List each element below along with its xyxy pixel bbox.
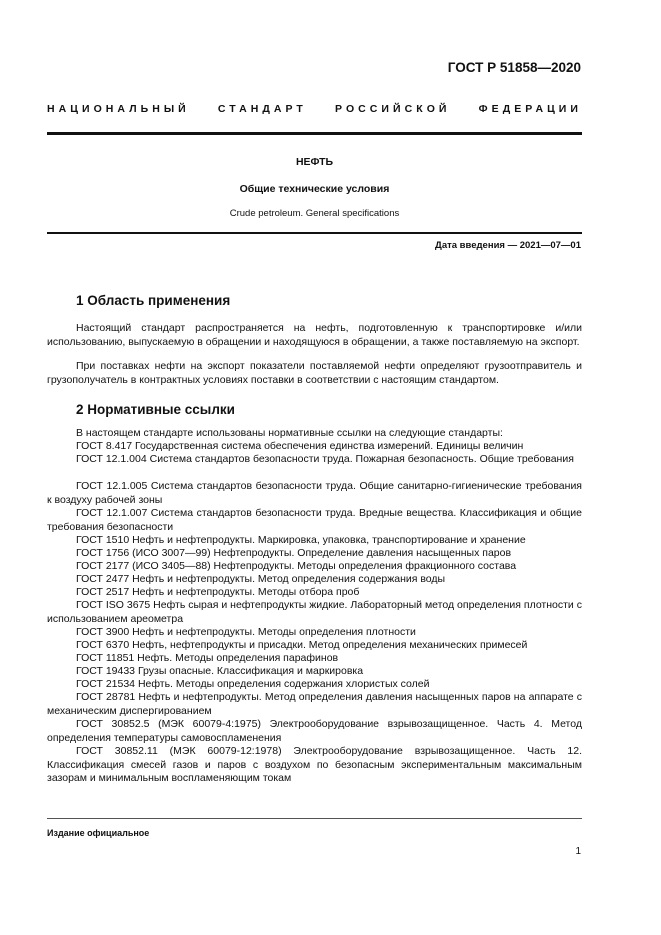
reference-item: ГОСТ 30852.11 (МЭК 60079-12:1978) Электрооборудование взрывозащищенное. Часть 12. Классификация смесей газов и паров с воздухом по безопасным экспериментальным максимальным зазорам и минимальным воспламеняющим токам <box>47 745 582 784</box>
reference-item: ГОСТ 1756 (ИСО 3007—99) Нефтепродукты. Определение давления насыщенных паров <box>76 547 512 559</box>
reference-item: ГОСТ 2177 (ИСО 3405—88) Нефтепродукты. Методы определения фракционного состава <box>76 560 517 572</box>
title-rule <box>47 232 582 234</box>
standard-english-title: Crude petroleum. General specifications <box>229 208 400 219</box>
national-standard-title: НАЦИОНАЛЬНЫЙ СТАНДАРТ РОССИЙСКОЙ ФЕДЕРАЦИИ <box>47 103 582 115</box>
reference-item: ГОСТ 30852.5 (МЭК 60079-4:1975) Электрооборудование взрывозащищенное. Часть 4. Метод определения температуры самовоспламенения <box>47 718 582 744</box>
reference-item: ГОСТ 12.1.005 Система стандартов безопасности труда. Общие санитарно-гигиенические требования к воздуху рабочей зоны <box>47 480 582 506</box>
reference-item: ГОСТ 1510 Нефть и нефтепродукты. Маркировка, упаковка, транспортирование и хранение <box>76 534 526 546</box>
reference-item: ГОСТ 3900 Нефть и нефтепродукты. Методы определения плотности <box>76 626 416 638</box>
reference-item: ГОСТ 19433 Грузы опасные. Классификация и маркировка <box>76 665 364 677</box>
standard-subtitle: Общие технические условия <box>239 183 390 195</box>
standard-name: НЕФТЬ <box>295 156 334 168</box>
footer-rule <box>47 818 582 819</box>
section-1-paragraph: Настоящий стандарт распространяется на нефть, подготовленную к транспортировке и/или использованию, выпускаемую в обращении и находящуюся в обращении, а также поставляемую на экспорт. <box>47 322 582 348</box>
reference-item: ГОСТ 2517 Нефть и нефтепродукты. Методы отбора проб <box>76 586 360 598</box>
reference-item: ГОСТ 11851 Нефть. Методы определения парафинов <box>76 652 339 664</box>
official-edition-label: Издание официальное <box>47 828 150 838</box>
section-2-intro: В настоящем стандарте использованы нормативные ссылки на следующие стандарты: <box>76 427 503 439</box>
section-1-paragraph: При поставках нефти на экспорт показатели поставляемой нефти определяют грузоотправитель и грузополучатель в контрактных условиях поставки в соответствии с настоящим стандартом. <box>47 360 582 386</box>
top-rule <box>47 132 582 135</box>
reference-item: ГОСТ 12.1.004 Система стандартов безопасности труда. Пожарная безопасность. Общие требования <box>76 453 574 465</box>
reference-item: ГОСТ 8.417 Государственная система обеспечения единства измерений. Единицы величин <box>76 440 524 452</box>
reference-item: ГОСТ 21534 Нефть. Методы определения содержания хлористых солей <box>76 678 430 690</box>
section-1-title: 1 Область применения <box>76 293 231 308</box>
page-number: 1 <box>575 846 581 857</box>
reference-item: ГОСТ 12.1.007 Система стандартов безопасности труда. Вредные вещества. Классификация и общие требования безопасности <box>47 507 582 533</box>
reference-item: ГОСТ 6370 Нефть, нефтепродукты и присадки. Метод определения механических примесей <box>76 639 528 651</box>
document-number: ГОСТ Р 51858—2020 <box>447 60 581 75</box>
effective-date: Дата введения — 2021—07—01 <box>435 240 581 251</box>
reference-item: ГОСТ 28781 Нефть и нефтепродукты. Метод определения давления насыщенных паров на аппарате с механическим диспергированием <box>47 691 582 717</box>
section-2-title: 2 Нормативные ссылки <box>76 402 235 417</box>
reference-item: ГОСТ ISO 3675 Нефть сырая и нефтепродукты жидкие. Лабораторный метод определения плотности с использованием ареометра <box>47 599 582 625</box>
reference-item: ГОСТ 2477 Нефть и нефтепродукты. Метод определения содержания воды <box>76 573 446 585</box>
